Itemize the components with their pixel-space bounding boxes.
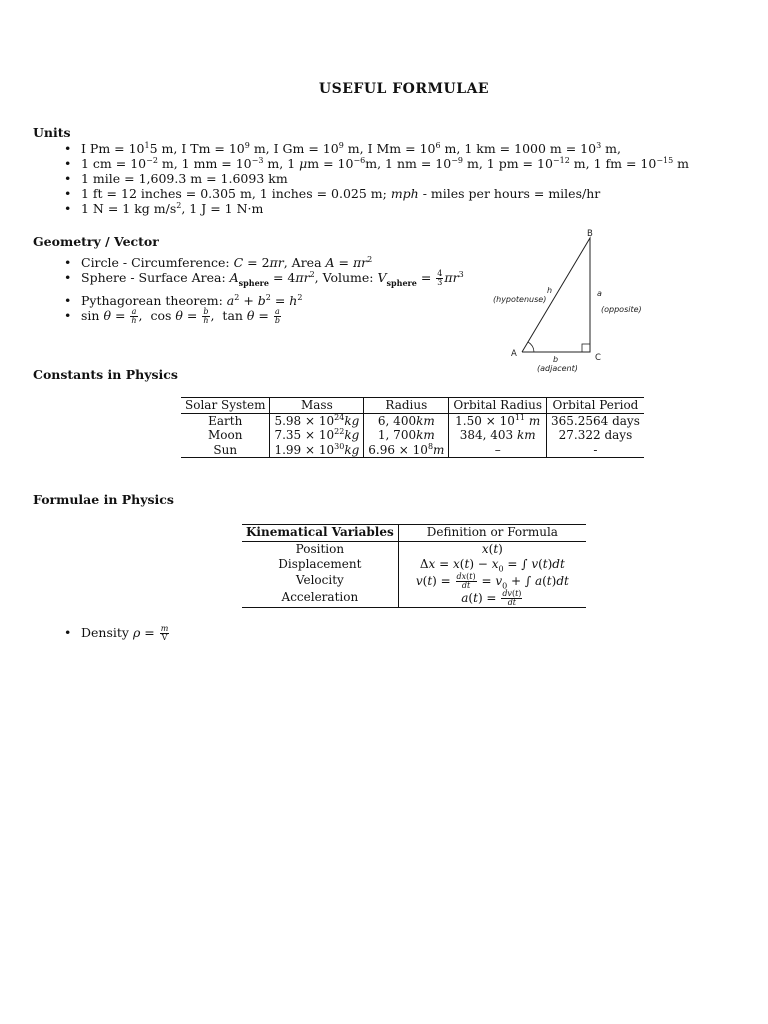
table-cell: x(t): [481, 541, 503, 556]
vertex-b-label: B: [587, 229, 593, 239]
table-row: [242, 557, 586, 573]
units-list: [64, 141, 621, 216]
table-cell: $1.50 \times 10^{11}$ m: [449, 413, 547, 428]
side-h-label: h: [547, 286, 553, 295]
list-item: [64, 141, 621, 156]
list-item: [64, 186, 621, 201]
adjacent-label: (adjacent): [537, 364, 578, 373]
solar-system-table: [181, 397, 644, 458]
side-b-label: b: [553, 355, 559, 364]
table-row: [181, 428, 644, 443]
table-cell: $7.35 \times 10^{22}kg$: [270, 428, 364, 443]
circle-formula: Circle - Circumference: C = 2πr, Area $A = \pi r^2$: [81, 254, 373, 270]
table-header-row: [242, 525, 586, 542]
units-line-4: 1 N = 1 kg $m/s^2$, 1 J = 1 N·m: [81, 200, 264, 216]
page-title: USEFUL FORMULAE: [318, 81, 490, 97]
list-item: [64, 270, 464, 287]
section-heading-geometry: Geometry / Vector: [33, 234, 159, 249]
column-header: Solar System: [181, 398, 270, 414]
right-triangle-diagram: [490, 225, 660, 377]
table-cell: 384, 403 km: [449, 428, 547, 443]
units-line-1b-text: 1 cm = $10^{-2}$ m, 1 mm = $10^{-3}$ m, 1 $\mu m = 10^{-6}m$, 1 nm = $10^{-9}$ m, 1 pm = $10^{-12}$ m, 1 fm = $10^{-15}$ m: [81, 155, 690, 171]
table-row: [242, 573, 586, 590]
pythagoras-formula: Pythagorean theorem: $a^2 + b^2 = h^2$: [81, 292, 303, 308]
density-formula: Density ρ = $\frac{m}{V}$: [81, 624, 169, 642]
list-item: [64, 201, 621, 216]
column-header: Kinematical Variables: [242, 525, 398, 542]
angle-arc: [528, 342, 534, 352]
table-cell: $1.99 \times 10^{30}kg$: [270, 443, 364, 458]
table-header-row: [181, 398, 644, 414]
table-cell: Displacement: [242, 557, 398, 573]
table-cell: a(t) = $\frac{dv(t)}{dt}$: [398, 590, 586, 608]
list-item: [64, 171, 621, 186]
density-list: [64, 625, 170, 642]
opposite-label: (opposite): [601, 305, 642, 314]
table-row: [181, 443, 644, 458]
table-cell: Sun: [181, 443, 270, 458]
side-a-label: a: [597, 289, 602, 298]
table-cell: $6.96 \times 10^8m$: [364, 443, 449, 458]
table-cell: 6, 400km: [364, 413, 449, 428]
units-line-1: I $Pm = 10^15$ m, I $Tm = 10^9$ m, I $Gm = 10^9$ m, I $Mm = 10^6$ m, 1 km = 1000 $m = 10^3$ m,: [81, 140, 621, 156]
table-cell: $\Delta x = x(t) - x_0$ = ∫ v(t)dt: [419, 557, 565, 574]
units-line-2: 1 mile = 1,609.3 m = 1.6093 km: [81, 171, 288, 186]
table-cell: Moon: [181, 428, 270, 443]
list-item: [64, 625, 170, 642]
table-cell: –: [449, 443, 547, 458]
column-header: Radius: [364, 398, 449, 414]
table-row: [242, 541, 586, 557]
section-heading-units: Units: [33, 125, 71, 140]
column-header: Orbital Period: [547, 398, 644, 414]
vertex-c-label: C: [595, 353, 601, 363]
table-cell: 27.322 days: [558, 428, 633, 442]
kinematics-table: [242, 524, 586, 608]
table-cell: 365.2564 days: [551, 413, 640, 428]
column-header: Orbital Radius: [449, 398, 547, 414]
section-heading-constants: Constants in Physics: [33, 367, 178, 382]
units-line-3: 1 ft = 12 inches = 0.305 m, 1 inches = 0.025 m; mph - miles per hours = miles/hr: [81, 186, 601, 201]
list-item: [64, 308, 464, 325]
trig-formula: sin θ = $\frac{a}{h}$ , cos θ = $\frac{b}{h}$ , tan θ = $\frac{a}{b}$: [81, 307, 280, 325]
table-cell: 1, 700km: [364, 428, 449, 443]
list-item: [64, 293, 464, 308]
hypotenuse-label: (hypotenuse): [493, 295, 547, 304]
right-angle-marker: [582, 344, 590, 352]
table-cell: v(t) = $\frac{dx(t)}{dt}$ = $v_0$ + ∫ a(t)dt: [415, 571, 569, 590]
geometry-list: [64, 255, 464, 325]
column-header: Definition or Formula: [398, 525, 586, 542]
table-row: [242, 590, 586, 608]
table-cell: $5.98 \times 10^{24}kg$: [270, 413, 364, 428]
sphere-formula: Sphere - Surface Area: $A_{sphere} = 4\pi r^2$, Volume: $V_{sphere}$ = $\frac{4}{3}$ $\pi r^3$: [81, 269, 464, 288]
table-cell: Acceleration: [242, 590, 398, 608]
table-cell: Position: [242, 541, 398, 557]
list-item: [64, 255, 464, 270]
table-cell: Earth: [181, 413, 270, 428]
table-cell: -: [547, 443, 644, 458]
section-heading-formulae: Formulae in Physics: [33, 492, 174, 507]
vertex-a-label: A: [511, 349, 517, 359]
table-cell: Velocity: [242, 573, 398, 590]
column-header: Mass: [270, 398, 364, 414]
table-row: [181, 413, 644, 428]
